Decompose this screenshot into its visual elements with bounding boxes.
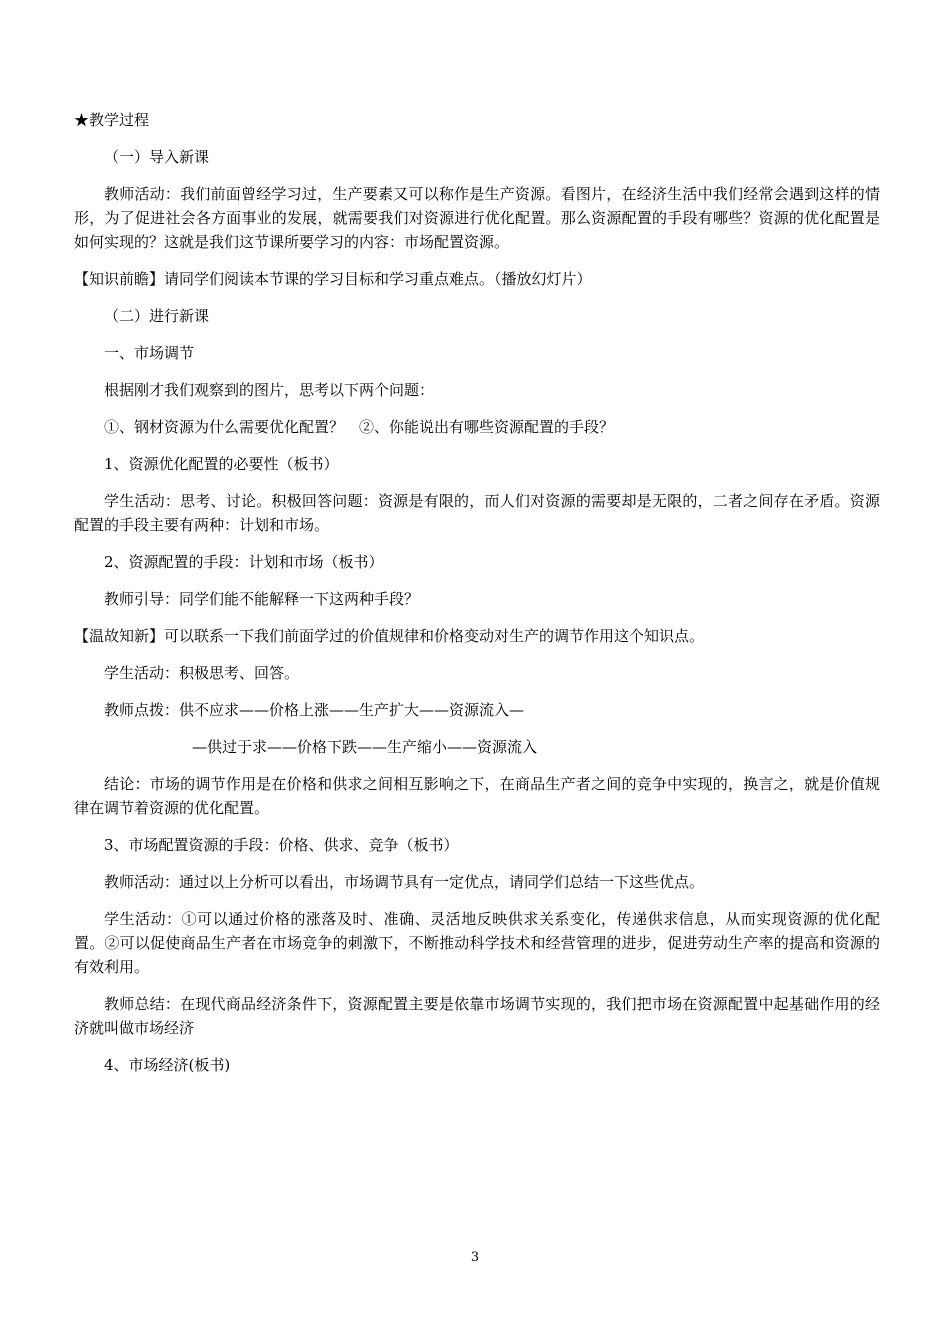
paragraph-review: 【温故知新】可以联系一下我们前面学过的价值规律和价格变动对生产的调节作用这个知识点。 [74,627,705,645]
point-2-heading: 2、资源配置的手段：计划和市场（板书） [104,553,384,571]
subheading-intro: （一）导入新课 [104,148,210,166]
paragraph-questions: ①、钢材资源为什么需要优化配置？ ②、你能说出有哪些资源配置的手段？ [104,418,615,436]
paragraph-questions-intro: 根据刚才我们观察到的图片，思考以下两个问题： [104,381,435,399]
point-4-heading: 4、市场经济(板书) [104,1056,231,1074]
point-3-heading: 3、市场配置资源的手段：价格、供求、竞争（板书） [104,836,459,854]
paragraph-teacher-summary: 教师总结：在现代商品经济条件下，资源配置主要是依靠市场调节实现的，我们把市场在资源配置中起基础作用的经济就叫做市场经济 [74,995,880,1037]
paragraph-teacher-guide: 教师引导：同学们能不能解释一下这两种手段？ [104,590,420,608]
section-heading: ★教学过程 [74,111,150,129]
paragraph-student-advantages: 学生活动：①可以通过价格的涨落及时、准确、灵活地反映供求关系变化，传递供求信息，从而实现资源的优化配置。②可以促使商品生产者在市场竞争的刺激下，不断推动科学技术和经营管理的进步，促进劳动生产率的提高和资源的有效利用。 [74,910,880,976]
paragraph-conclusion: 结论：市场的调节作用是在价格和供求之间相互影响之下，在商品生产者之间的竞争中实现的，换言之，就是价值规律在调节着资源的优化配置。 [74,775,880,817]
document-body [74,108,880,1077]
paragraph-teacher-intro: 教师活动：我们前面曾经学习过，生产要素又可以称作是生产资源。看图片，在经济生活中我们经常会遇到这样的情形，为了促进社会各方面事业的发展，就需要我们对资源进行优化配置。那么资源配置的手段有哪些？资源的优化配置是如何实现的？这就是我们这节课所要学习的内容：市场配置资源。 [74,185,880,251]
point-1-heading: 1、资源优化配置的必要性（板书） [104,455,339,473]
subheading-market-regulation: 一、市场调节 [104,344,195,362]
paragraph-teacher-analysis: 教师活动：通过以上分析可以看出，市场调节具有一定优点，请同学们总结一下这些优点。 [104,873,705,891]
paragraph-student-discussion: 学生活动：思考、讨论。积极回答问题：资源是有限的，而人们对资源的需要却是无限的，二者之间存在矛盾。资源配置的手段主要有两种：计划和市场。 [74,492,880,534]
page-number: 3 [470,1250,480,1265]
subheading-new-lesson: （二）进行新课 [104,307,210,325]
paragraph-knowledge-preview: 【知识前瞻】请同学们阅读本节课的学习目标和学习重点难点。（播放幻灯片） [74,270,592,288]
paragraph-teacher-hint-line1: 教师点拨：供不应求——价格上涨——生产扩大——资源流入— [104,701,525,719]
paragraph-teacher-hint-line2: —供过于求——价格下跌——生产缩小——资源流入 [192,738,538,756]
paragraph-student-answer: 学生活动：积极思考、回答。 [104,664,300,682]
